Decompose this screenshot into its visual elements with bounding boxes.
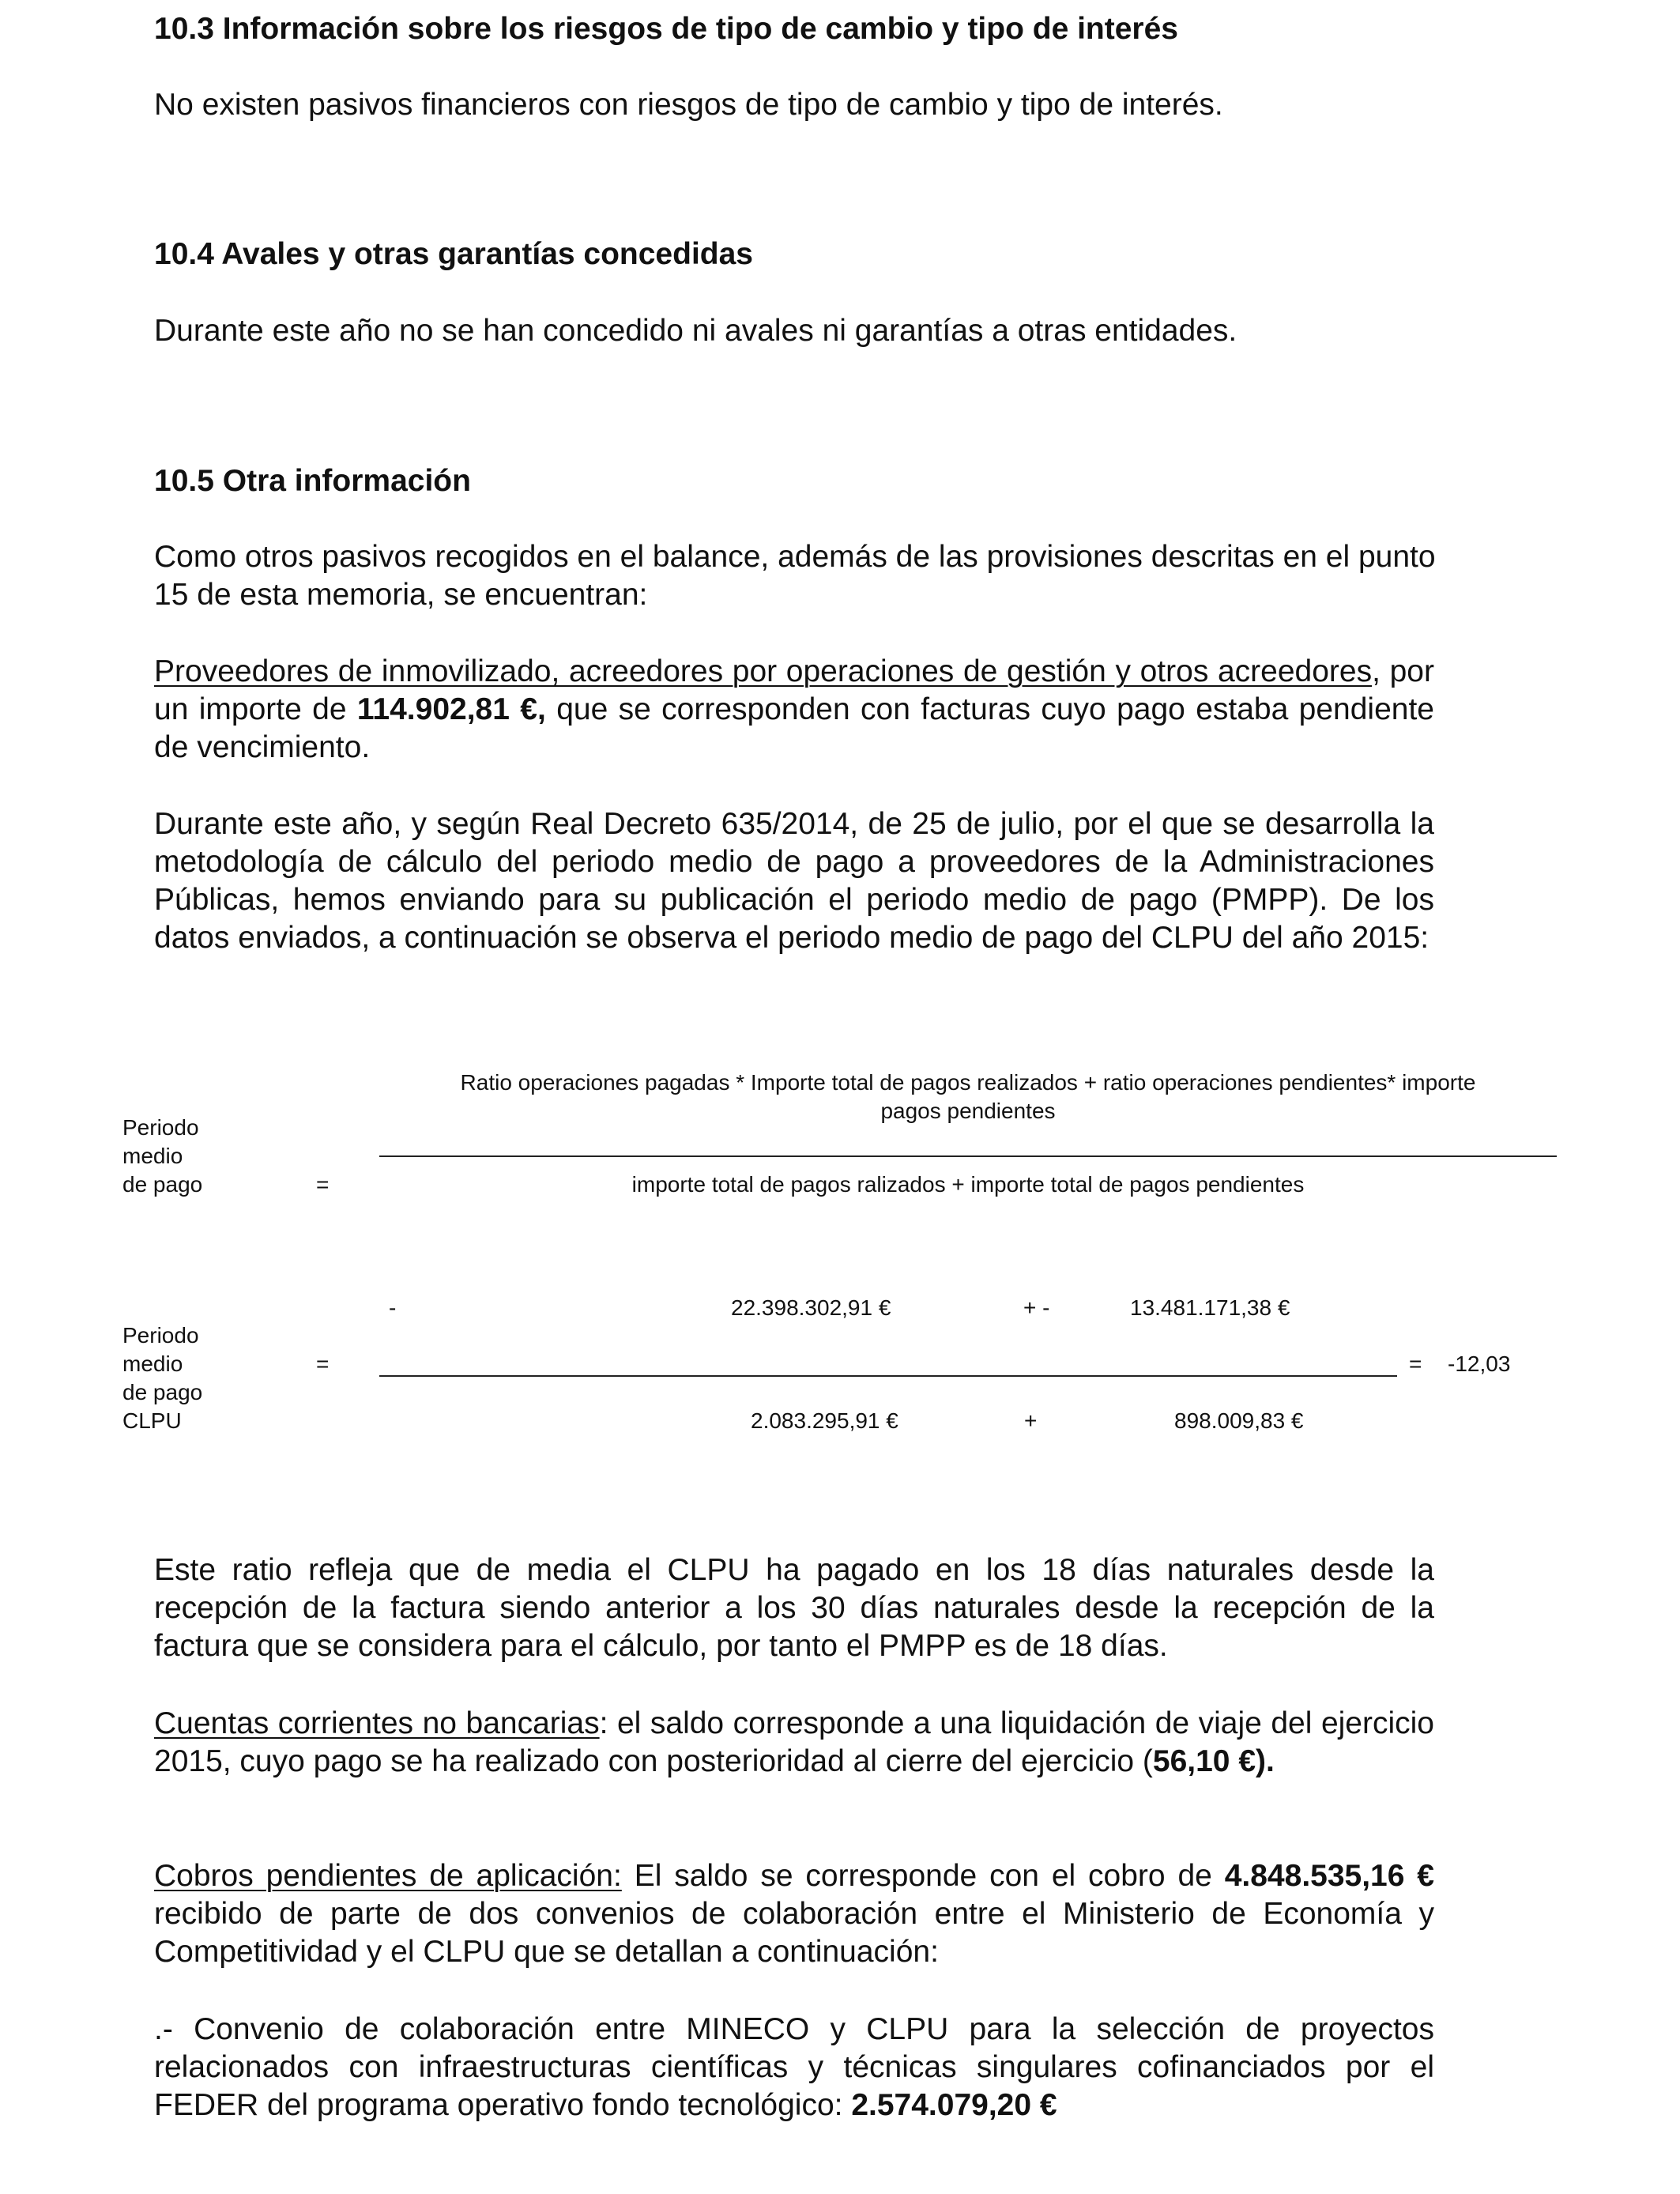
calc-den-operator: + xyxy=(1024,1408,1038,1433)
formula-equals: = xyxy=(316,1172,330,1197)
calc-label xyxy=(122,1321,202,1435)
proveedores-text-after: que se corresponden con facturas cuyo pago estaba pendiente de vencimiento. xyxy=(154,692,1435,764)
formula-label-line1: Periodo xyxy=(122,1115,199,1140)
ratio-paragraph: Este ratio refleja que de media el CLPU ha pagado en los 18 días naturales desde la recepción de la factura siendo anterior a los 30 días naturales desde la recepción de la factura que se considera para el cálculo, por tanto el PMPP es de 18 días. xyxy=(154,1553,1434,1663)
section-intro-10-5: Como otros pasivos recogidos en el balance, además de las provisiones descritas en el punto 15 de esta memoria, se encuentran: xyxy=(154,540,1436,612)
cuentas-amount: 56,10 €). xyxy=(1152,1744,1275,1778)
formula-label-line2: medio xyxy=(122,1144,183,1168)
proveedores-paragraph xyxy=(154,653,1434,767)
calc-equals: = xyxy=(316,1351,330,1376)
convenio-paragraph xyxy=(154,2011,1434,2124)
cobros-text-after: recibido de parte de dos convenios de colaboración entre el Ministerio de Economía y Competitividad y el CLPU que se detallan a continuación: xyxy=(154,1897,1434,1969)
section-heading-10-4: 10.4 Avales y otras garantías concedidas xyxy=(154,237,753,271)
section-body-10-3: No existen pasivos financieros con riesgos de tipo de cambio y tipo de interés. xyxy=(154,88,1223,122)
calc-result-equals: = xyxy=(1409,1351,1422,1376)
convenio-text: .- Convenio de colaboración entre MINECO y CLPU para la selección de proyectos relacionados con infraestructuras científicas y técnicas singulares cofinanciados por el FEDER del programa operativo fondo tecnológico: xyxy=(154,2012,1434,2122)
cobros-amount: 4.848.535,16 € xyxy=(1224,1859,1434,1893)
section-heading-10-5: 10.5 Otra información xyxy=(154,464,471,498)
cobros-text-before: El saldo se corresponde con el cobro de xyxy=(621,1859,1225,1893)
cuentas-label: Cuentas corrientes no bancarias xyxy=(154,1706,600,1740)
section-heading-10-3: 10.3 Información sobre los riesgos de tipo de cambio y tipo de interés xyxy=(154,12,1178,46)
formula-fraction-bar xyxy=(379,1155,1557,1157)
calc-label-line2: medio xyxy=(122,1351,183,1376)
formula-label xyxy=(122,1114,202,1199)
cobros-label: Cobros pendientes de aplicación: xyxy=(154,1859,622,1893)
formula-numerator-line1: Ratio operaciones pagadas * Importe total de pagos realizados + ratio operaciones pendientes* importe xyxy=(460,1070,1476,1095)
calc-num-operator: + - xyxy=(1023,1295,1050,1320)
cuentas-paragraph xyxy=(154,1705,1434,1781)
proveedores-label: Proveedores de inmovilizado, acreedores por operaciones de gestión y otros acreedores xyxy=(154,654,1373,688)
proveedores-amount: 114.902,81 €, xyxy=(356,692,546,726)
convenio-amount: 2.574.079,20 € xyxy=(851,2088,1057,2122)
formula-denominator: importe total de pagos ralizados + importe total de pagos pendientes xyxy=(631,1172,1305,1197)
formula-numerator xyxy=(379,1069,1557,1125)
section-body-10-4: Durante este año no se han concedido ni avales ni garantías a otras entidades. xyxy=(154,314,1237,348)
calc-fraction-bar xyxy=(379,1375,1397,1377)
calc-result: -12,03 xyxy=(1448,1351,1511,1376)
calc-label-line3: de pago xyxy=(122,1380,203,1404)
formula-numerator-line2: pagos pendientes xyxy=(880,1099,1056,1123)
calc-den-value2: 898.009,83 € xyxy=(1174,1408,1304,1433)
calc-label-line1: Periodo xyxy=(122,1323,199,1348)
calc-num-value2: 13.481.171,38 € xyxy=(1130,1295,1290,1320)
calc-num-value1: 22.398.302,91 € xyxy=(731,1295,891,1320)
formula-label-line3: de pago xyxy=(122,1172,203,1197)
cobros-paragraph xyxy=(154,1857,1434,1971)
cuentas-text: : el saldo corresponde a una liquidación de viaje del ejercicio 2015, cuyo pago se ha realizado con posterioridad al cierre del ejercicio ( xyxy=(154,1706,1435,1778)
calc-num-sign: - xyxy=(389,1295,397,1320)
decreto-paragraph: Durante este año, y según Real Decreto 635/2014, de 25 de julio, por el que se desarrolla la metodología de cálculo del periodo medio de pago a proveedores de la Administraciones Públicas, hemos enviando para su publicación el periodo medio de pago (PMPP). De los datos enviados, a continuación se observa el periodo medio de pago del CLPU del año 2015: xyxy=(154,807,1434,955)
calc-den-value1: 2.083.295,91 € xyxy=(751,1408,898,1433)
proveedores-text-before: , por un importe de xyxy=(154,654,1434,726)
calc-label-line4: CLPU xyxy=(122,1408,182,1433)
